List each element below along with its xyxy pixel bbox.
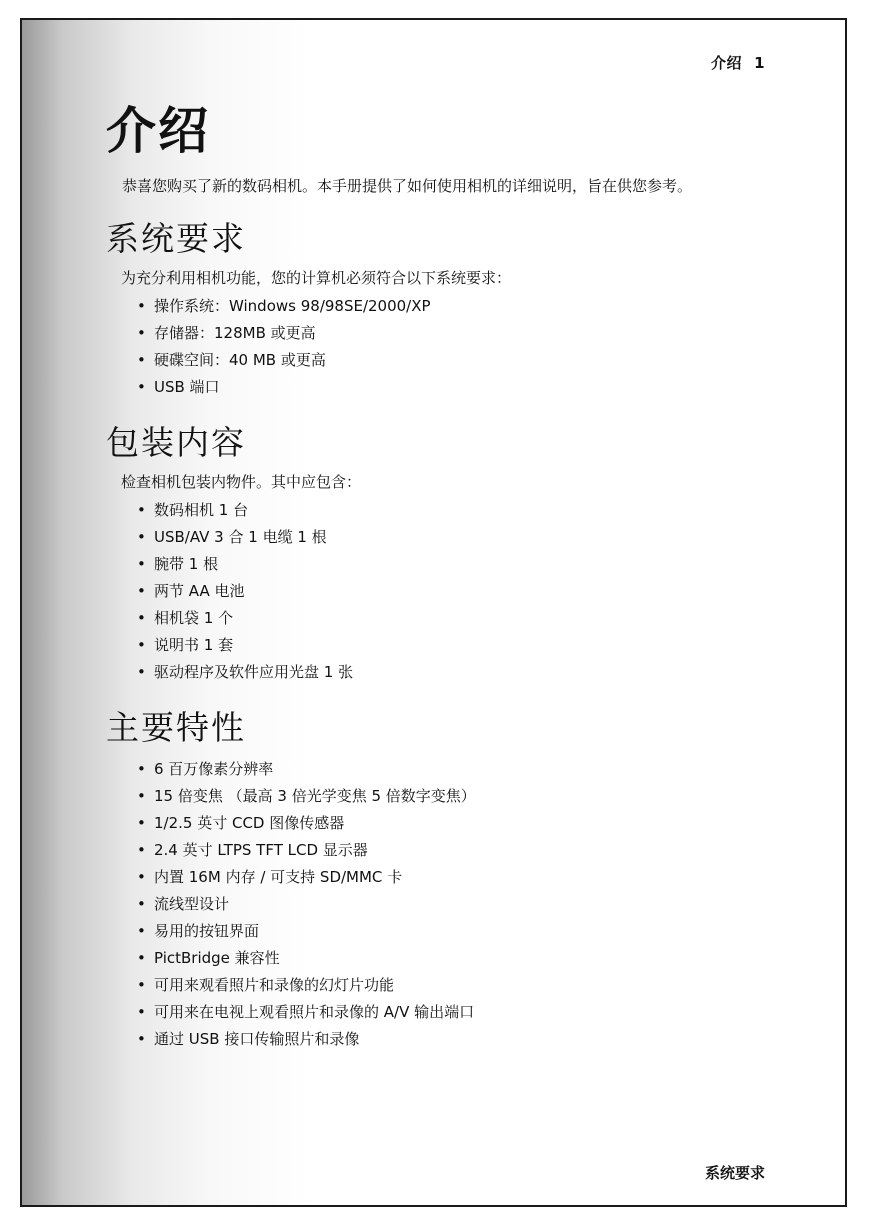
page-number: 1	[754, 54, 765, 72]
list-item	[137, 756, 786, 783]
list-item	[137, 783, 786, 810]
bullet-icon: •	[137, 378, 146, 396]
bullet-icon: •	[137, 324, 146, 342]
package-contents-heading: 包装内容	[106, 423, 246, 462]
list-item-text: 可用来在电视上观看照片和录像的 A/V 输出端口	[154, 1003, 475, 1021]
list-item	[137, 293, 786, 320]
bullet-icon: •	[137, 1030, 146, 1048]
list-item-text: 说明书 1 套	[154, 636, 234, 654]
list-item	[137, 632, 786, 659]
bullet-icon: •	[137, 787, 146, 805]
bullet-icon: •	[137, 663, 146, 681]
list-item	[137, 1026, 786, 1053]
list-item	[137, 497, 786, 524]
running-header	[711, 52, 765, 73]
bullet-icon: •	[137, 814, 146, 832]
list-item	[137, 945, 786, 972]
package-contents-lead: 检查相机包装内物件。其中应包含：	[121, 473, 362, 491]
list-item-text: 两节 AA 电池	[154, 582, 245, 600]
bullet-icon: •	[137, 895, 146, 913]
manual-page	[20, 18, 847, 1207]
bullet-icon: •	[137, 555, 146, 573]
list-item	[137, 810, 786, 837]
list-item-text: 6 百万像素分辨率	[154, 760, 274, 778]
list-item	[137, 524, 786, 551]
bullet-icon: •	[137, 609, 146, 627]
bullet-icon: •	[137, 297, 146, 315]
system-requirements-list	[137, 293, 786, 401]
bullet-icon: •	[137, 949, 146, 967]
list-item-text: USB/AV 3 合 1 电缆 1 根	[154, 528, 327, 546]
bullet-icon: •	[137, 501, 146, 519]
list-item	[137, 551, 786, 578]
list-item-text: 数码相机 1 台	[154, 501, 249, 519]
list-item	[137, 918, 786, 945]
package-contents-list	[137, 497, 786, 686]
bullet-icon: •	[137, 841, 146, 859]
intro-paragraph: 恭喜您购买了新的数码相机。本手册提供了如何使用相机的详细说明，旨在供您参考。	[122, 177, 693, 195]
list-item	[137, 347, 786, 374]
bullet-icon: •	[137, 636, 146, 654]
system-requirements-lead: 为充分利用相机功能，您的计算机必须符合以下系统要求：	[121, 269, 512, 287]
list-item-text: 15 倍变焦 （最高 3 倍光学变焦 5 倍数字变焦）	[154, 787, 476, 805]
key-features-heading: 主要特性	[106, 708, 246, 747]
list-item-text: 硬碟空间：40 MB 或更高	[154, 351, 326, 369]
bullet-icon: •	[137, 351, 146, 369]
list-item-text: 可用来观看照片和录像的幻灯片功能	[154, 976, 395, 994]
running-footer: 系统要求	[704, 1164, 765, 1182]
list-item-text: 腕带 1 根	[154, 555, 219, 573]
list-item-text: 流线型设计	[154, 895, 230, 913]
list-item	[137, 891, 786, 918]
chapter-title: 介绍	[106, 102, 210, 160]
list-item-text: 存储器：128MB 或更高	[154, 324, 316, 342]
list-item	[137, 999, 786, 1026]
list-item	[137, 605, 786, 632]
list-item-text: USB 端口	[154, 378, 220, 396]
list-item	[137, 320, 786, 347]
system-requirements-section	[106, 219, 786, 401]
bullet-icon: •	[137, 922, 146, 940]
system-requirements-heading: 系统要求	[106, 219, 246, 258]
list-item-text: 2.4 英寸 LTPS TFT LCD 显示器	[154, 841, 368, 859]
list-item-text: 相机袋 1 个	[154, 609, 234, 627]
list-item	[137, 578, 786, 605]
list-item-text: 操作系统：Windows 98/98SE/2000/XP	[154, 297, 431, 315]
list-item	[137, 972, 786, 999]
list-item-text: PictBridge 兼容性	[154, 949, 280, 967]
list-item	[137, 374, 786, 401]
header-section-title: 介绍	[711, 54, 743, 72]
bullet-icon: •	[137, 1003, 146, 1021]
list-item-text: 易用的按钮界面	[154, 922, 260, 940]
key-features-section	[106, 708, 786, 1053]
list-item-text: 驱动程序及软件应用光盘 1 张	[154, 663, 354, 681]
bullet-icon: •	[137, 868, 146, 886]
list-item-text: 1/2.5 英寸 CCD 图像传感器	[154, 814, 345, 832]
list-item	[137, 864, 786, 891]
list-item	[137, 837, 786, 864]
list-item-text: 通过 USB 接口传输照片和录像	[154, 1030, 360, 1048]
list-item-text: 内置 16M 内存 / 可支持 SD/MMC 卡	[154, 868, 403, 886]
key-features-list	[137, 756, 786, 1053]
package-contents-section	[106, 423, 786, 686]
list-item	[137, 659, 786, 686]
bullet-icon: •	[137, 976, 146, 994]
bullet-icon: •	[137, 760, 146, 778]
bullet-icon: •	[137, 528, 146, 546]
bullet-icon: •	[137, 582, 146, 600]
page-content	[106, 100, 786, 1075]
